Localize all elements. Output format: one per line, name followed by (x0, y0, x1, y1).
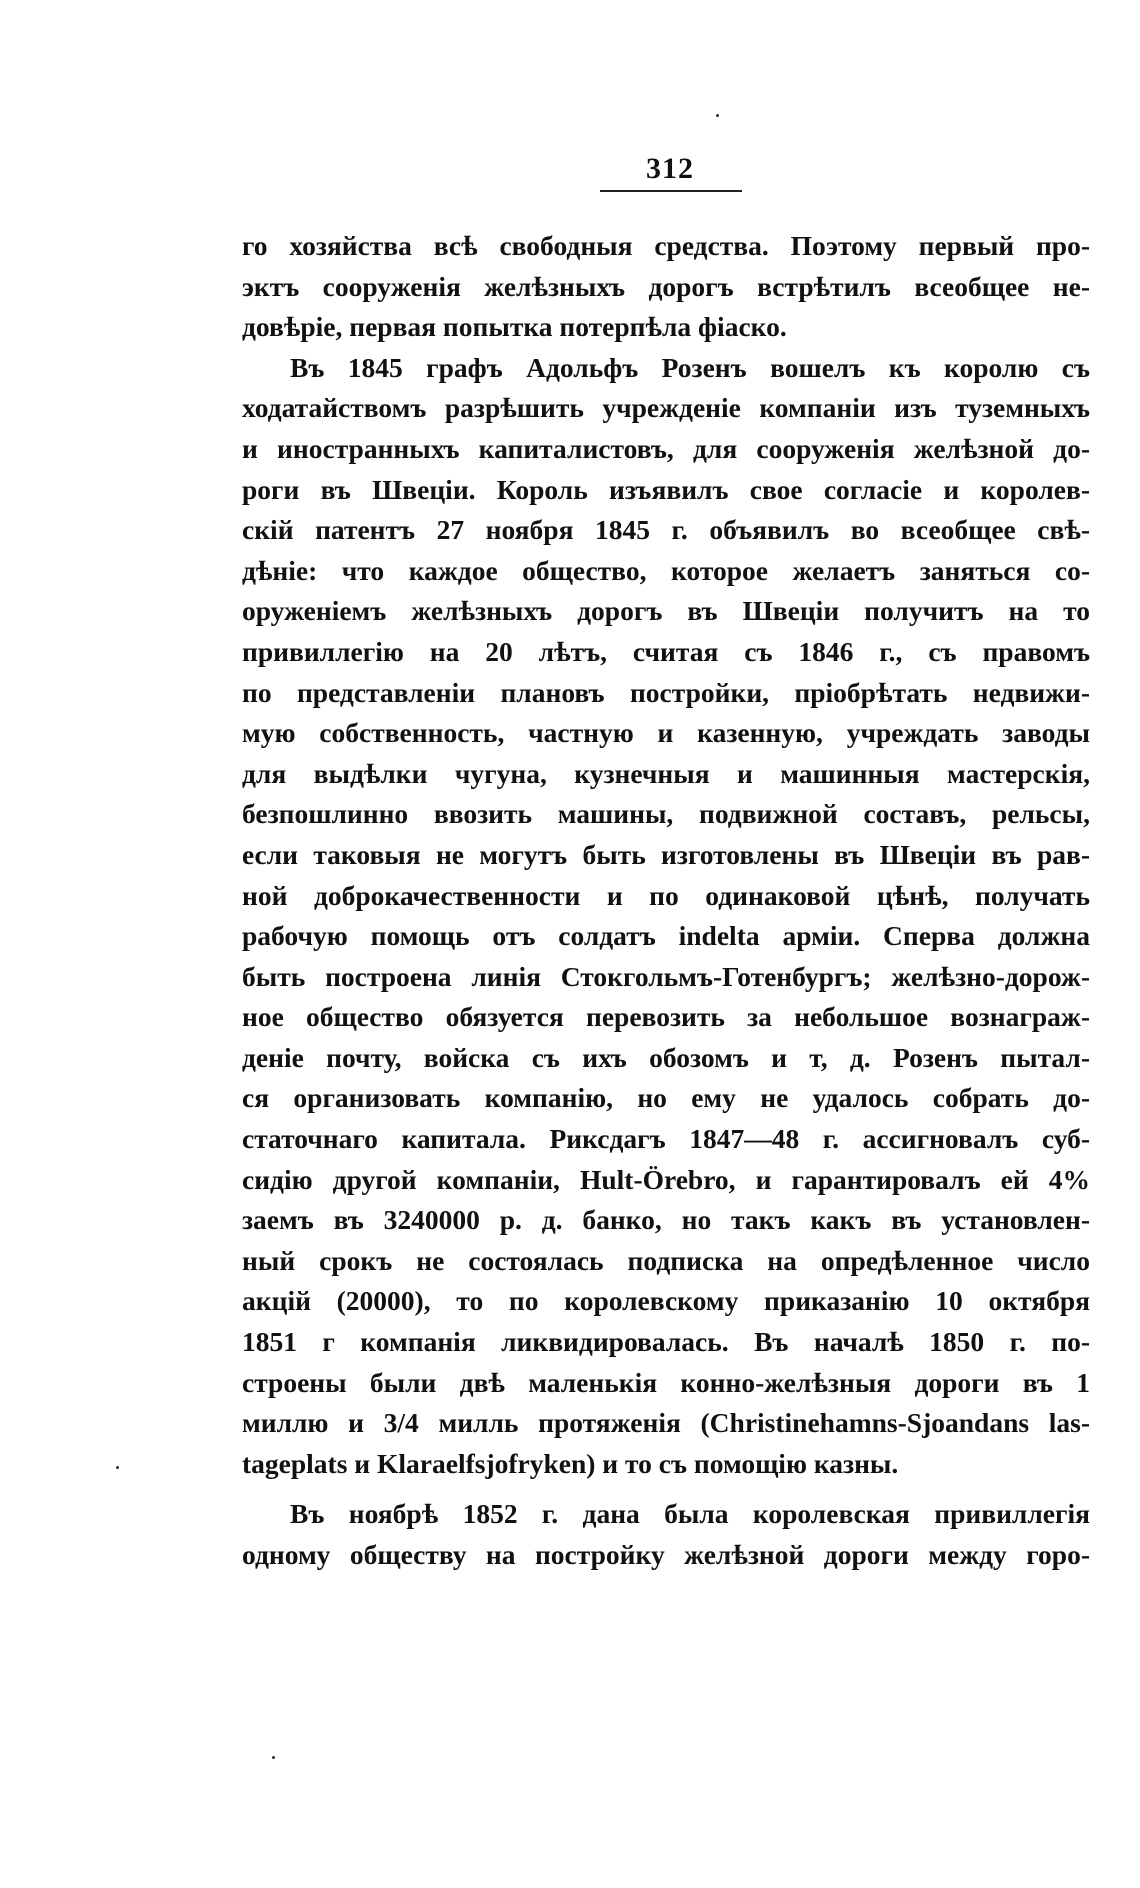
text-line: ный срокъ не состоялась подписка на опредѣленное число (242, 1244, 1090, 1276)
text-line: Въ ноябрѣ 1852 г. дана была королевская привиллегія (290, 1498, 1090, 1530)
text-line: ной доброкачественности и по одинаковой цѣнѣ, получать (242, 879, 1090, 911)
text-line: го хозяйства всѣ свободныя средства. Поэтому первый про- (242, 230, 1090, 261)
text-line: Въ 1845 графъ Адольфъ Розенъ вошелъ къ королю съ (290, 351, 1090, 383)
text-line: tageplats и Klaraelfsjofryken) и то съ помощію казны. (242, 1447, 899, 1479)
text-line: рабочую помощь отъ солдатъ indelta арміи. Сперва должна (242, 920, 1090, 952)
text-line: заемъ въ 3240000 р. д. банко, но такъ какъ въ установлен- (242, 1204, 1090, 1236)
text-line: мую собственность, частную и казенную, учреждать заводы (242, 717, 1090, 749)
text-line: если таковыя не могутъ быть изготовлены въ Швеціи въ рав- (242, 838, 1090, 870)
text-line: эктъ сооруженія желѣзныхъ дорогъ встрѣтилъ всеобщее не- (242, 270, 1090, 302)
text-line: привиллегію на 20 лѣтъ, считая съ 1846 г., съ правомъ (242, 635, 1090, 667)
text-line: одному обществу на постройку желѣзной дороги между горо- (242, 1539, 1090, 1570)
text-line: 1851 г компанія ликвидировалась. Въ началѣ 1850 г. по- (242, 1326, 1090, 1358)
text-line: для выдѣлки чугуна, кузнечныя и машинныя мастерскія, (242, 757, 1090, 789)
page-number: 312 (646, 152, 694, 185)
scan-speck (272, 1756, 275, 1759)
body-text (242, 226, 1090, 1576)
text-line: роги въ Швеціи. Король изъявилъ свое согласіе и королев- (242, 473, 1090, 505)
paragraph-gap (242, 1484, 1090, 1494)
text-line: акцій (20000), то по королевскому приказанію 10 октября (242, 1285, 1090, 1317)
text-line: безпошлинно ввозить машины, подвижной составъ, рельсы, (242, 798, 1090, 830)
text-line: скій патентъ 27 ноября 1845 г. объявилъ во всеобщее свѣ- (242, 514, 1090, 546)
paragraph (242, 348, 1090, 1485)
text-line: дѣніе: что каждое общество, которое желаетъ заняться со- (242, 554, 1090, 586)
text-line: довѣріе, первая попытка потерпѣла фіаско. (242, 311, 787, 343)
text-line: деніе почту, войска съ ихъ обозомъ и т, д. Розенъ пытал- (242, 1041, 1090, 1073)
text-line: миллю и 3/4 милль протяженія (Christinehamns-Sjoandans las- (242, 1407, 1090, 1439)
text-line: ся организовать компанію, но ему не удалось собрать до- (242, 1082, 1090, 1114)
page-number-rule (600, 190, 742, 192)
text-line: строены были двѣ маленькія конно-желѣзныя дороги въ 1 (242, 1366, 1090, 1398)
text-line: сидію другой компаніи, Hult-Örebro, и гарантировалъ ей 4% (242, 1163, 1090, 1195)
text-line: ное общество обязуется перевозить за небольшое вознаграж- (242, 1001, 1090, 1033)
text-line: и иностранныхъ капиталистовъ, для сооруженія желѣзной до- (242, 432, 1090, 464)
text-line: статочнаго капитала. Риксдагъ 1847—48 г. ассигновалъ суб- (242, 1123, 1090, 1155)
paragraph (242, 226, 1090, 348)
scan-speck (716, 114, 719, 117)
text-line: быть построена линія Стокгольмъ-Готенбургъ; желѣзно-дорож- (242, 960, 1090, 992)
text-line: ходатайствомъ разрѣшить учрежденіе компаніи изъ туземныхъ (242, 392, 1090, 424)
text-line: оруженіемъ желѣзныхъ дорогъ въ Швеціи получитъ на то (242, 595, 1090, 627)
text-line: по представленіи плановъ постройки, пріобрѣтать недвижи- (242, 676, 1090, 708)
paragraph (242, 1494, 1090, 1575)
scan-speck (116, 1466, 119, 1469)
